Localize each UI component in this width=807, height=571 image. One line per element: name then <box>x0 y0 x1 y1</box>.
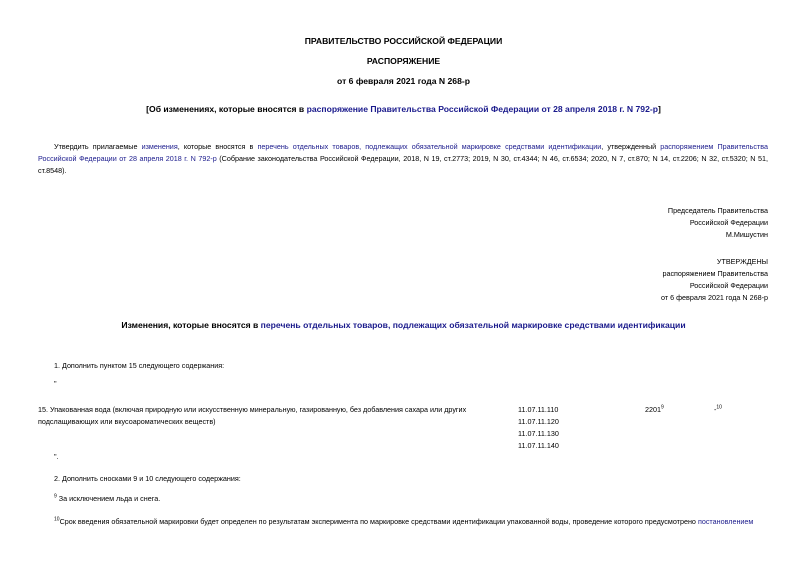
item-1: 1. Дополнить пунктом 15 следующего содержания: <box>54 361 225 370</box>
okpd-code-3: 11.07.11.130 <box>518 429 559 438</box>
subject-link[interactable]: распоряжение Правительства Российской Федерации от 28 апреля 2018 г. N 792-р <box>306 104 658 114</box>
approval-block <box>468 256 768 304</box>
subject-close: ] <box>657 104 661 114</box>
tnved-code <box>645 404 664 416</box>
footnote-10-link[interactable]: постановлением <box>697 517 754 526</box>
p1-text-2: , которые вносятся в <box>177 142 258 151</box>
signature-line-3: М.Мишустин <box>725 230 768 239</box>
changes-title <box>0 320 807 330</box>
approval-line-4: от 6 февраля 2021 года N 268-р <box>661 293 768 302</box>
column-4-dash: - <box>714 405 717 414</box>
footnote-9 <box>54 493 160 505</box>
signature-block <box>468 205 768 241</box>
changes-title-link[interactable]: перечень отдельных товаров, подлежащих обязательной маркировке средствами идентификации <box>260 320 686 330</box>
footnote-10-mark: 10 <box>54 516 60 523</box>
table-row-name: 15. Упакованная вода (включая природную или искусственную минеральную, газированную, без добавления сахара или других подслащивающих или вкусоароматических веществ) <box>38 405 467 426</box>
tnved-value: 2201 <box>645 405 661 414</box>
footnote-ref-9[interactable]: 9 <box>661 404 664 411</box>
okpd-code-4: 11.07.11.140 <box>518 441 559 450</box>
signature-line-2: Российской Федерации <box>689 218 768 227</box>
column-4-value <box>714 404 722 416</box>
approval-line-2: распоряжением Правительства <box>662 269 768 278</box>
footnote-9-mark: 9 <box>54 493 57 500</box>
footnote-ref-10[interactable]: 10 <box>716 404 722 411</box>
subject-open: [Об изменениях, которые вносятся в <box>146 104 307 114</box>
changes-title-text: Изменения, которые вносятся в <box>121 320 261 330</box>
approval-line-3: Российской Федерации <box>689 281 768 290</box>
document-date-number: от 6 февраля 2021 года N 268-р <box>337 76 470 86</box>
link-goods-list[interactable]: перечень отдельных товаров, подлежащих обязательной маркировке средствами идентификации <box>257 142 602 151</box>
p1-text-3: , утвержденный <box>601 142 661 151</box>
okpd-code-2: 11.07.11.120 <box>518 417 559 426</box>
footnote-10-text: Срок введения обязательной маркировки будет определен по результатам эксперимента по маркировке средствами идентификации упакованной воды, проведение которого предусмотрено <box>59 517 698 526</box>
signature-line-1: Председатель Правительства <box>667 206 768 215</box>
okpd-codes <box>518 404 559 452</box>
p1-text-1: Утвердить прилагаемые <box>54 142 142 151</box>
footnote-10 <box>54 516 768 528</box>
quote-close: ". <box>54 452 59 461</box>
item-2: 2. Дополнить сносками 9 и 10 следующего содержания: <box>54 474 241 483</box>
document-subject <box>0 104 807 114</box>
okpd-code-1: 11.07.11.110 <box>518 405 559 414</box>
quote-open: " <box>54 379 57 388</box>
government-heading: ПРАВИТЕЛЬСТВО РОССИЙСКОЙ ФЕДЕРАЦИИ <box>304 36 503 46</box>
footnote-9-text: За исключением льда и снега. <box>58 494 161 503</box>
link-changes[interactable]: изменения <box>141 142 178 151</box>
p1-text-4: (Собрание законодательства Российской Федерации, 2018, N 19, ст.2773; 2019, N 30, ст.4344; N 46, ст.6534; 2020, N 7, ст.870; N 14, ст.2206; N 32, ст.5320; N 51, ст.8548). <box>38 154 768 175</box>
body-paragraph <box>38 141 768 177</box>
link-decree-792[interactable]: распоряжением Правительства Российской Федерации от 28 апреля 2018 г. N 792-р <box>38 142 768 163</box>
approval-line-1: УТВЕРЖДЕНЫ <box>716 257 768 266</box>
document-type: РАСПОРЯЖЕНИЕ <box>366 56 441 66</box>
